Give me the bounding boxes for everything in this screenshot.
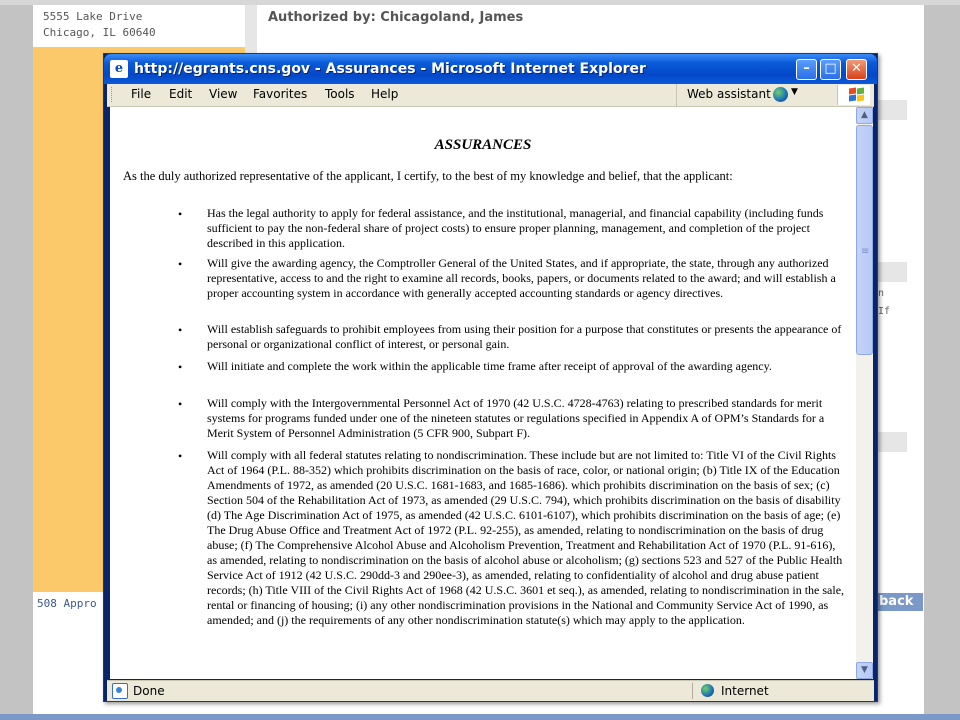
right-text-fragment: If xyxy=(878,306,891,317)
authorized-by-label: Authorized by: Chicagoland, James xyxy=(268,10,524,25)
right-band xyxy=(877,100,907,120)
maximize-button[interactable]: □ xyxy=(820,59,841,80)
bullet-icon: • xyxy=(178,449,183,463)
web-assistant-toolbar[interactable] xyxy=(676,84,798,106)
globe-icon[interactable] xyxy=(773,87,788,102)
title-bar[interactable] xyxy=(104,54,877,84)
menu-tools[interactable]: Tools xyxy=(325,87,355,101)
menu-favorites[interactable]: Favorites xyxy=(253,87,308,101)
ie-popup-window xyxy=(103,53,878,702)
window-title: http://egrants.cns.gov - Assurances - Microsoft Internet Explorer xyxy=(134,61,646,77)
menu-bar xyxy=(107,84,874,107)
menu-file[interactable]: File xyxy=(131,87,152,101)
menu-edit[interactable]: Edit xyxy=(169,87,193,101)
status-bar xyxy=(107,680,874,701)
page-done-icon xyxy=(112,683,128,699)
close-button[interactable]: ✕ xyxy=(846,59,867,80)
grip-icon: ≡ xyxy=(861,246,870,257)
list-item: Will comply with the Intergovernmental Personnel Act of 1970 (42 U.S.C. 4728-4763) relating to prescribed standards for merit systems for programs funded under one of the nineteen statutes or regulations specified in Appendix A of OPM’s Standards for a Merit System of Personnel Administration (5 CFR 900, Subpart F). xyxy=(207,396,825,440)
back-button[interactable]: back xyxy=(877,593,923,611)
zone-text: Internet xyxy=(721,684,769,698)
menu-view[interactable]: View xyxy=(209,87,238,101)
bullet-icon: • xyxy=(178,207,183,221)
document-viewport xyxy=(110,107,856,679)
minimize-button[interactable]: – xyxy=(796,59,817,80)
status-divider xyxy=(692,683,693,699)
document-title: ASSURANCES xyxy=(434,137,532,153)
bullet-icon: • xyxy=(178,397,183,411)
address-block xyxy=(43,9,156,41)
menu-help[interactable]: Help xyxy=(371,87,399,101)
scroll-up-button[interactable]: ▲ xyxy=(856,107,873,124)
footer-508-link[interactable]: 508 Appro xyxy=(37,597,97,610)
document-intro: As the duly authorized representative of the applicant, I certify, to the best of my knowledge and belief, that the applicant: xyxy=(123,169,733,183)
list-item: Will comply with all federal statutes relating to nondiscrimination. These include but are not limited to: Title VI of the Civil Rights Act of 1964 (P.L. 88-352) which prohibits discrimination on the basis of race, color, or national origin; (b) Title IX of the Education Amendments of 1972, as amended (20 U.S.C. 1681-1683, and 1685-1686). which prohibits discrimination on the basis of sex; (c) Section 504 of the Rehabilitation Act of 1973, as amended (29 U.S.C. 794), which prohibits discrimination on the basis of disability (d) The Age Discrimination Act of 1975, as amended (42 U.S.C. 6101-6107), which prohibits discrimination on the basis of age; (e) The Drug Abuse Office and Treatment Act of 1972 (P.L. 92-255), as amended, relating to nondiscrimination on the basis of drug abuse; (f) The Comprehensive Alcohol Abuse and Alcoholism Prevention, Treatment and Rehabilitation Act of 1970 (P.L. 91-616), as amended, relating to nondiscrimination on the basis of alcohol abuse or alcoholism; (g) sections 523 and 527 of the Public Health Service Act of 1912 (42 U.S.C. 290dd-3 and 290ee-3), as amended, relating to confidentiality of alcohol and drug abuse patient records; (h) Title VIII of the Civil Rights Act of 1968 (42 U.S.C. 3601 et seq.), as amended, relating to nondiscrimination in the sale, rental or financing of housing; (i) any other nondiscrimination provisions in the National and Community Service Act of 1990, as amended; and (j) the requirements of any other nondiscrimination statute(s) which may apply to the application. xyxy=(207,448,845,627)
bullet-icon: • xyxy=(178,257,183,271)
windows-logo-icon xyxy=(837,85,870,105)
vertical-scrollbar[interactable] xyxy=(856,107,873,679)
right-band xyxy=(877,262,907,282)
right-band xyxy=(877,432,907,452)
list-item: Has the legal authority to apply for federal assistance, and the institutional, managerial, and financial capability (including funds sufficient to pay the non-federal share of project costs) to ensure proper planning, management, and completion of the project described in this application. xyxy=(207,206,824,250)
web-assistant-label: Web assistant xyxy=(687,87,771,101)
address-line-2: Chicago, IL 60640 xyxy=(43,26,156,39)
chevron-down-icon[interactable]: ▼ xyxy=(791,87,798,97)
bottom-bar xyxy=(0,714,960,720)
left-margin xyxy=(0,5,33,715)
internet-zone-icon xyxy=(701,684,714,697)
right-margin xyxy=(924,5,960,715)
list-item: Will give the awarding agency, the Comptroller General of the United States, and if appropriate, the state, through any authorized representative, access to and the right to examine all records, books, papers, or documents related to the award; and will establish a proper accounting system in accordance with generally accepted accounting standards or agency directives. xyxy=(207,256,836,300)
scroll-down-button[interactable]: ▼ xyxy=(856,662,873,679)
bullet-icon: • xyxy=(178,323,183,337)
toolbar-grip[interactable] xyxy=(111,87,114,102)
right-text-fragment: n xyxy=(878,288,885,299)
list-item: Will establish safeguards to prohibit employees from using their position for a purpose that constitutes or presents the appearance of personal or organizational conflict of interest, or personal gain. xyxy=(207,322,842,351)
status-text: Done xyxy=(133,684,165,698)
ie-page-icon: e xyxy=(110,60,128,78)
address-line-1: 5555 Lake Drive xyxy=(43,10,143,23)
list-item: Will initiate and complete the work within the applicable time frame after receipt of approval of the awarding agency. xyxy=(207,359,772,373)
scroll-thumb[interactable] xyxy=(856,125,873,355)
bullet-icon: • xyxy=(178,360,183,374)
